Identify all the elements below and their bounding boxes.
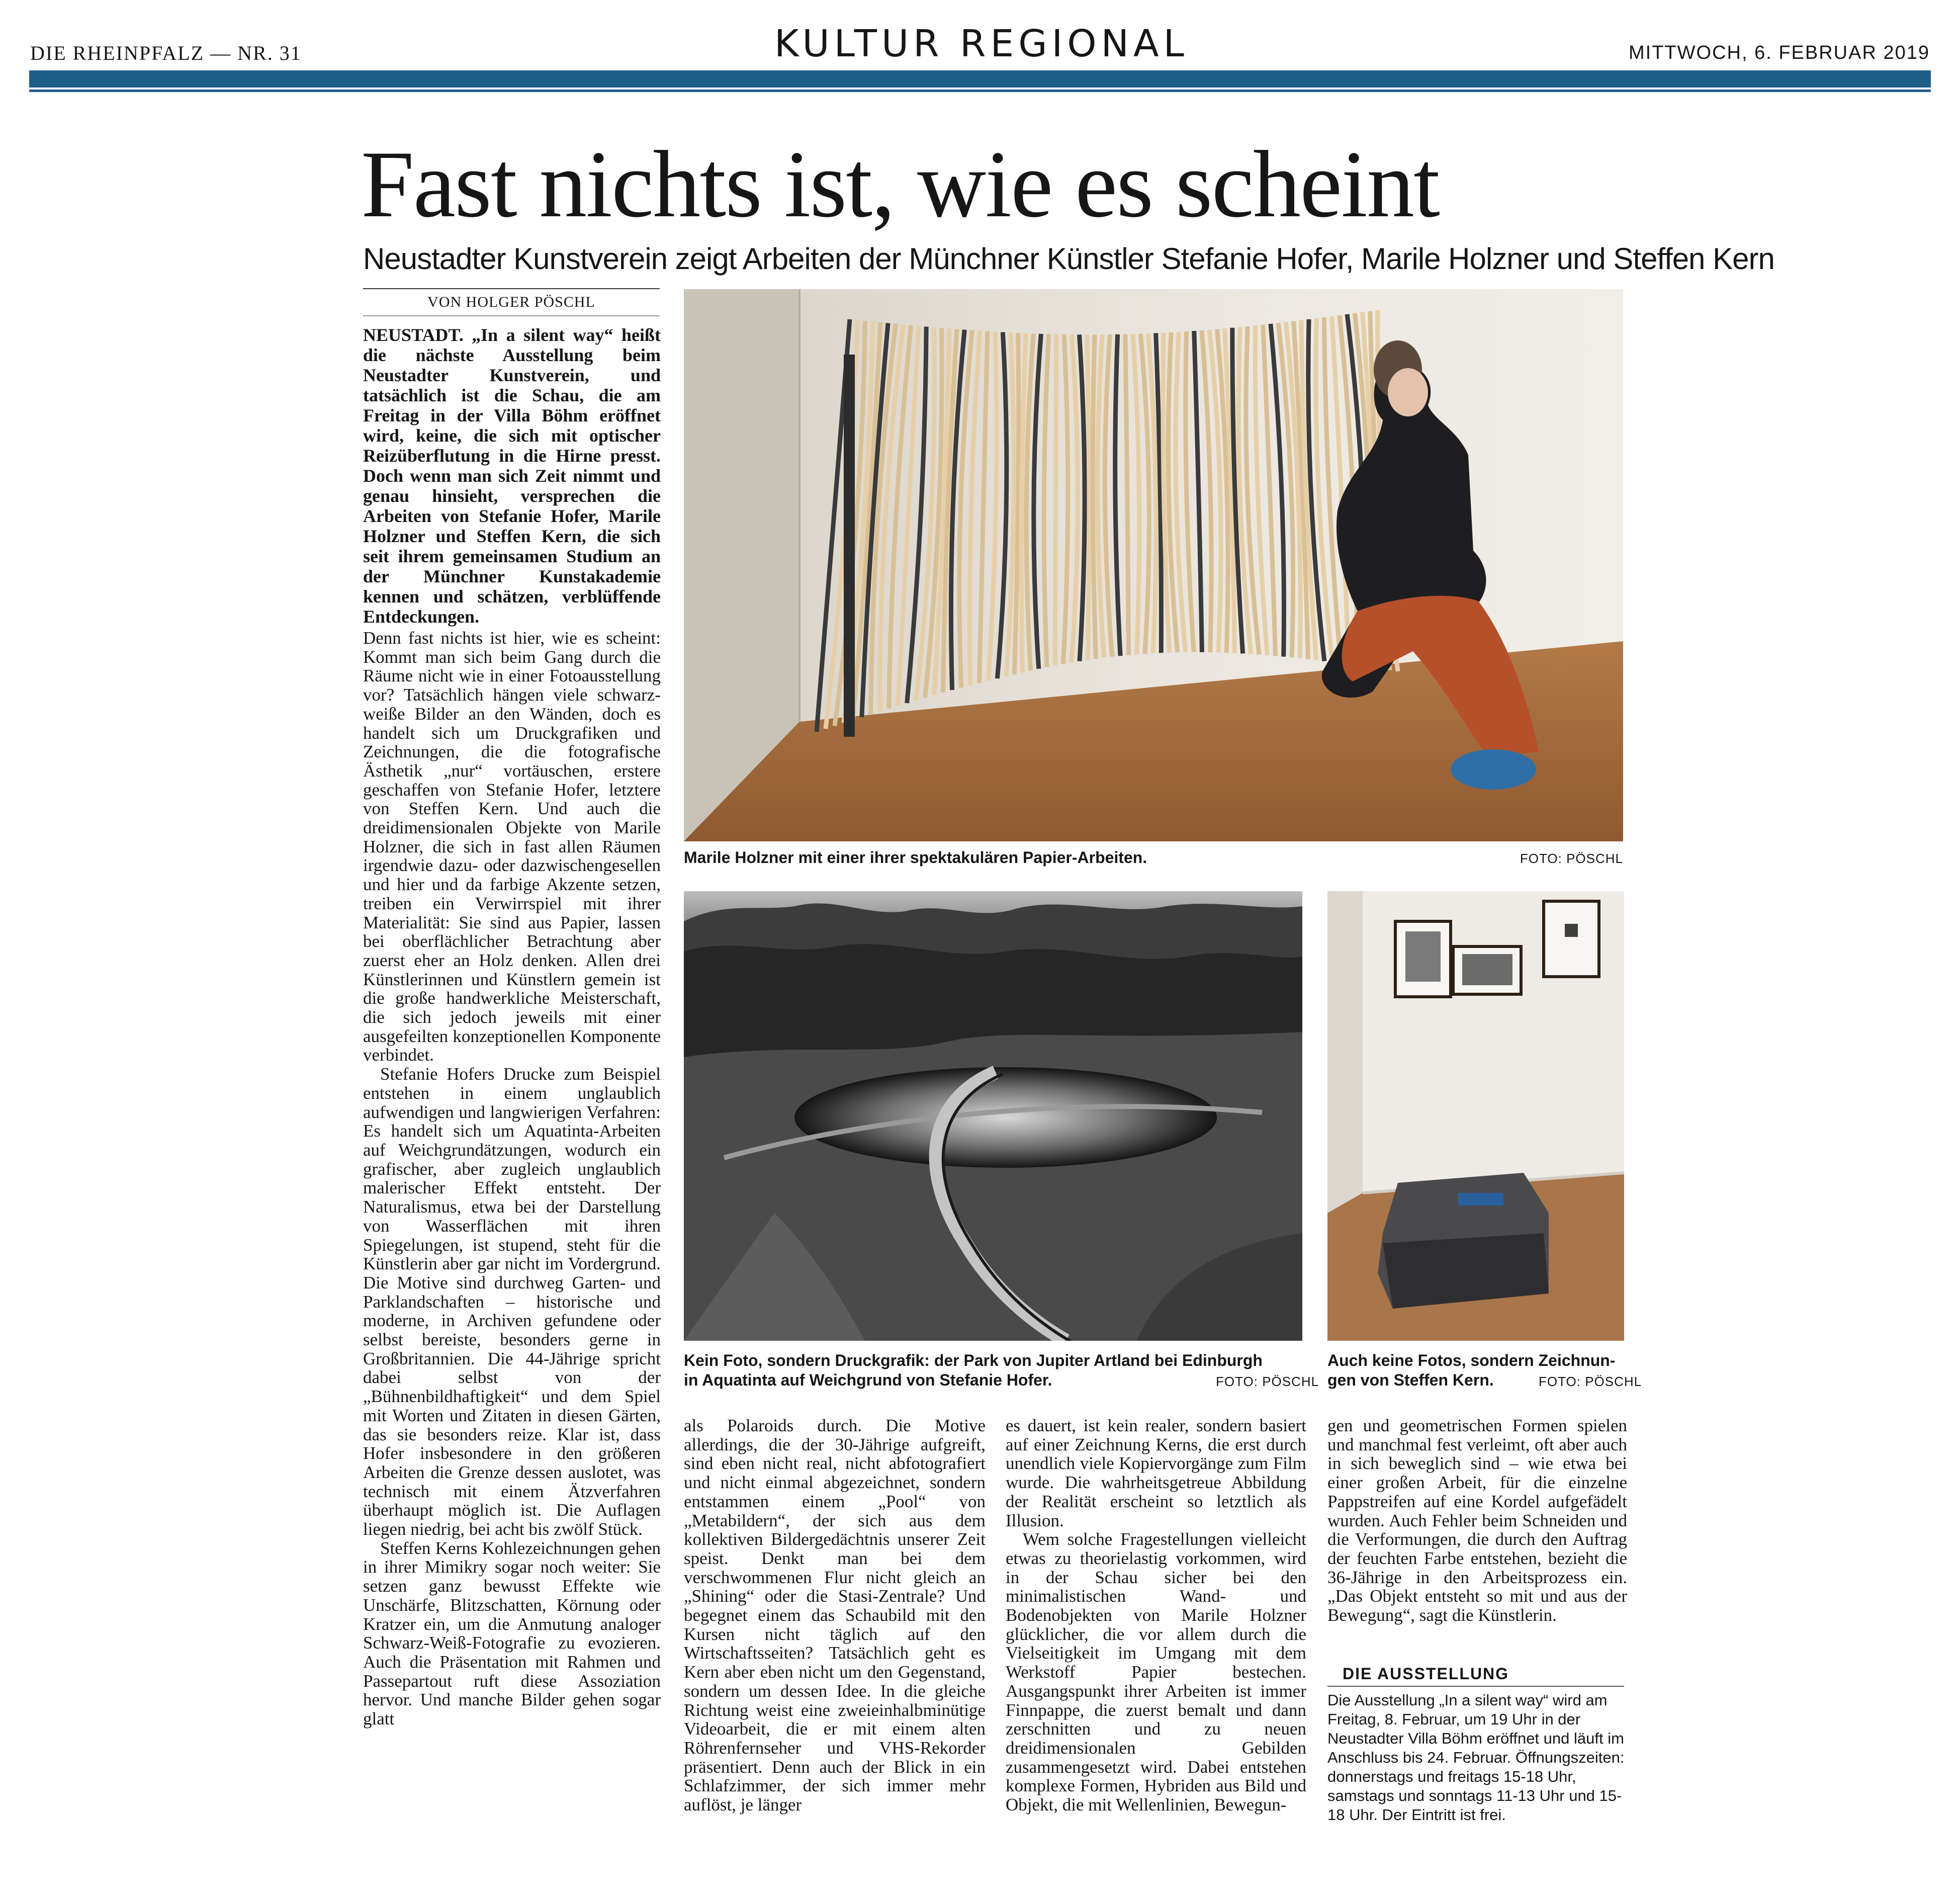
paragraph: Denn fast nichts ist hier, wie es scheint: Kommt man sich beim Gang durch die Räume nicht wie in einer Fotoausstellung vor? Tatsächlich hängen viele schwarz-weiße Bilder an den Wänden, doch es handelt sich um Druckgrafiken und Zeichnungen, die die fotografische Ästhetik „nur“ vortäuschen, erstere geschaffen von Stefanie Hofer, letztere von Steffen Kern. Und auch die dreidimensionalen Objekte von Marile Holzner, die sich in fast allen Räumen irgendwie dazu- oder dazwischengesellen und hier und da farbige Akzente setzen, treiben ein Verwirrspiel mit ihrer Materialität: Sie sind aus Papier, lassen bei oberflächlicher Betrachtung aber zuerst eher an Holz denken. Allen drei Künstlerinnen und Künstlern gemein ist die große handwerkliche Meisterschaft, die sich jedoch jeweils mit einer ausgefeilten konzeptionellen Komponente verbindet. [363, 628, 661, 1065]
caption-line: in Aquatinta auf Weichgrund von Stefanie Hofer. [684, 1371, 1052, 1389]
paragraph: Steffen Kerns Kohlezeichnungen gehen in ihrer Mimikry sogar noch weiter: Sie setzen ganz bewusst Effekte wie Unschärfe, Blitzschatten, Körnung oder Kratzer ein, um die Anmutung analoger Schwarz-Weiß-Fotografie zu evozieren. Auch die Präsentation mit Rahmen und Passepartout ruft diese Assoziation hervor. Und manche Bilder gehen sogar glatt [363, 1538, 661, 1729]
section-band-rule [29, 90, 1931, 92]
paragraph: Stefanie Hofers Drucke zum Beispiel entstehen in einem unglaublich aufwendigen und langwierigen Verfahren: Es handelt sich um Aquatinta-Arbeiten auf Weichgrundätzungen, wodurch ein grafischer, aber zugleich unglaublich malerischer Effekt entsteht. Der Naturalismus, etwa bei der Darstellung von Wasserflächen mit ihren Spiegelungen, ist stupend, steht für die Künstlerin aber gar nicht im Vordergrund. Die Motive sind durchweg Garten- und Parklandschaften – historische und moderne, in Archiven gefundene oder selbst bereiste, besonders gerne in Großbritannien. Die 44-Jährige spricht dabei selbst von der „Bühnenbildhaftigkeit“ und dem Spiel mit Worten und Zitaten in diesen Gärten, das sie besonders reize. Klar ist, dass Hofer insbesondere in den größeren Arbeiten die Grenze dessen auslotet, was technisch mit einem Ätzverfahren überhaupt möglich ist. Die Auflagen liegen niedrig, bei acht bis zwölf Stück. [363, 1064, 661, 1539]
article-column-2 [684, 1416, 986, 1814]
byline-box [363, 288, 660, 316]
photo-caption: Marile Holzner mit einer ihrer spektakulären Papier-Arbeiten. [684, 848, 1147, 867]
section-band [29, 70, 1931, 88]
article-column-3 [1006, 1416, 1306, 1814]
article-subheadline: Neustadter Kunstverein zeigt Arbeiten der Münchner Künstler Stefanie Hofer, Marile Holzner und Steffen Kern [363, 242, 1774, 276]
paper-name: DIE RHEINPFALZ — NR. 31 [30, 42, 302, 64]
article-lead: NEUSTADT. „In a silent way“ heißt die nächste Ausstellung beim Neustadter Kunstverein, und tatsächlich ist die Schau, die am Freitag in der Villa Böhm eröffnet wird, keine, die sich mit optischer Reizüberflutung in die Hirne presst. Doch wenn man sich Zeit nimmt und genau hinsieht, versprechen die Arbeiten von Stefanie Hofer, Marile Holzner und Steffen Kern, die sich seit ihrem gemeinsamen Studium an der Münchner Kunstakademie kennen und schätzen, verblüffende Entdeckungen. [363, 325, 661, 627]
caption-line: gen von Steffen Kern. [1327, 1371, 1494, 1389]
article-column-4 [1327, 1416, 1627, 1625]
paragraph: es dauert, ist kein realer, sondern basiert auf einer Zeichnung Kerns, die erst durch unendlich viele Kopiervorgänge zum Film wurde. Die wahrheitsgetreue Abbildung der Realität erscheint so letztlich als Illusion. [1006, 1416, 1306, 1530]
infobox-text: Die Ausstellung „In a silent way“ wird am Freitag, 8. Februar, um 19 Uhr in der Neustadter Villa Böhm eröffnet und läuft im Anschluss bis 24. Februar. Öffnungszeiten: donnerstags und freitags 15-18 Uhr, samstags und sonntags 11-13 Uhr und 15-18 Uhr. Der Eintritt ist frei. [1327, 1691, 1625, 1824]
paragraph: als Polaroids durch. Die Motive allerdings, die der 30-Jährige aufgreift, sind eben nicht real, nicht abfotografiert und nicht einmal abgezeichnet, sondern entstammen einem „Pool“ von „Metabildern“, der sich aus dem kollektiven Bildergedächtnis unserer Zeit speist. Denkt man bei dem verschwommenen Flur nicht gleich an „Shining“ oder die Stasi-Zentrale? Und begegnet einem das Schaubild mit den Kursen nicht täglich auf den Wirtschaftsseiten? Tatsächlich geht es Kern aber eben nicht um den Gegenstand, sondern um dessen Idee. In die gleiche Richtung weist eine zweieinhalbminütige Videoarbeit, die er mit einem alten Röhrenfernseher und VHS-Rekorder präsentiert. Denn auch der Blick in ein Schlafzimmer, der sich immer mehr auflöst, je länger [684, 1416, 986, 1815]
byline: VON HOLGER PÖSCHL [427, 294, 595, 310]
infobox-title: DIE AUSSTELLUNG [1343, 1665, 1509, 1683]
section-title: KULTUR REGIONAL [774, 22, 1189, 65]
photo-credit: FOTO: PÖSCHL [1539, 1374, 1642, 1389]
issue-date: MITTWOCH, 6. FEBRUAR 2019 [1629, 42, 1930, 63]
photo-room-drawings [1327, 891, 1624, 1341]
article-column-1 [363, 629, 661, 1729]
photo-credit: FOTO: PÖSCHL [1216, 1374, 1319, 1389]
caption-line: Kein Foto, sondern Druckgrafik: der Park von Jupiter Artland bei Edinburgh [684, 1351, 1263, 1369]
infobox-rule [1327, 1686, 1624, 1687]
paragraph: gen und geometrischen Formen spielen und manchmal fest verleimt, oft aber auch in sich beweglich sind – wie etwa bei einer großen Arbeit, für die einzelne Pappstreifen auf eine Kordel aufgefädelt wurden. Auch Fehler beim Schneiden und die Verformungen, die durch den Auftrag der feuchten Farbe entstehen, bezieht die 36-Jährige in den Arbeitsprozess ein. „Das Objekt entsteht so mit und aus der Bewegung“, sagt die Künstlerin. [1327, 1416, 1627, 1625]
paragraph: Wem solche Fragestellungen vielleicht etwas zu theorielastig vorkommen, wird in der Schau sicher bei den minimalistischen Wand- und Bodenobjekten von Marile Holzner glücklicher, die vor allem durch die Vielseitigkeit im Umgang mit dem Werkstoff Papier bestechen. Ausgangspunkt ihrer Arbeiten ist immer Finnpappe, die zuerst bemalt und dann zerschnitten und zu neuen dreidimensionalen Gebilden zusammengesetzt wird. Dabei entstehen komplexe Formen, Hybriden aus Bild und Objekt, die mit Wellenlinien, Bewegun- [1006, 1529, 1306, 1815]
article-headline: Fast nichts ist, wie es scheint [361, 132, 1439, 237]
caption-line: Auch keine Fotos, sondern Zeichnun- [1327, 1351, 1616, 1369]
photo-credit: FOTO: PÖSCHL [1520, 851, 1623, 866]
photo-artist-with-paper-work [684, 289, 1623, 841]
photo-park-aquatint [684, 891, 1302, 1341]
